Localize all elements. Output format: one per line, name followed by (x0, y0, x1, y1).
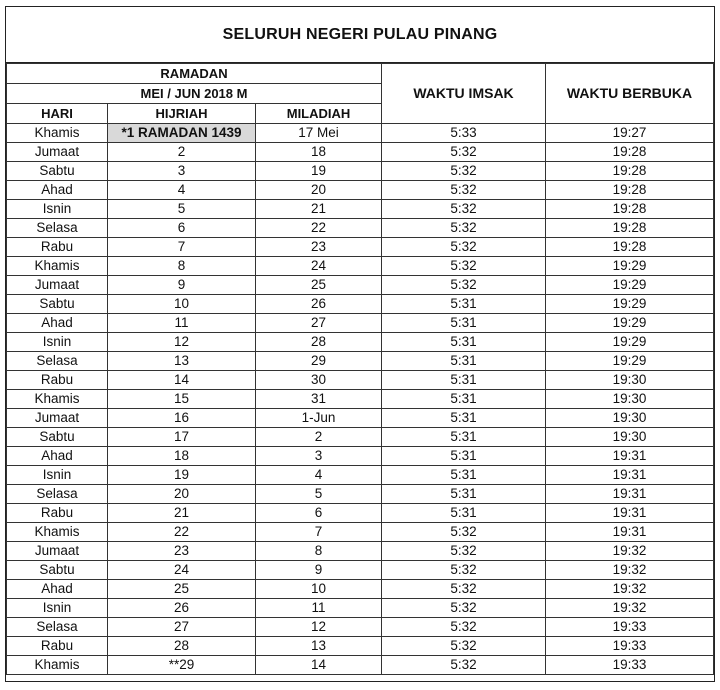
cell-miladiah: 24 (256, 257, 382, 276)
cell-miladiah: 5 (256, 485, 382, 504)
cell-berbuka: 19:33 (546, 618, 714, 637)
cell-imsak: 5:32 (382, 238, 546, 257)
table-row (7, 371, 714, 390)
header-waktu-berbuka: WAKTU BERBUKA (546, 64, 714, 124)
cell-hari: Khamis (7, 390, 108, 409)
table-row (7, 656, 714, 675)
cell-berbuka: 19:28 (546, 219, 714, 238)
cell-hari: Isnin (7, 200, 108, 219)
cell-imsak: 5:31 (382, 447, 546, 466)
cell-berbuka: 19:28 (546, 143, 714, 162)
cell-hari: Khamis (7, 257, 108, 276)
table-row (7, 219, 714, 238)
cell-hijriah: 27 (108, 618, 256, 637)
cell-hari: Sabtu (7, 162, 108, 181)
cell-berbuka: 19:28 (546, 181, 714, 200)
cell-berbuka: 19:29 (546, 257, 714, 276)
cell-imsak: 5:32 (382, 219, 546, 238)
table-row (7, 428, 714, 447)
cell-miladiah: 23 (256, 238, 382, 257)
cell-berbuka: 19:31 (546, 523, 714, 542)
table-row (7, 523, 714, 542)
cell-berbuka: 19:33 (546, 637, 714, 656)
cell-berbuka: 19:30 (546, 409, 714, 428)
cell-miladiah: 11 (256, 599, 382, 618)
cell-hari: Rabu (7, 371, 108, 390)
cell-miladiah: 1-Jun (256, 409, 382, 428)
cell-imsak: 5:32 (382, 561, 546, 580)
table-row (7, 200, 714, 219)
table-row (7, 124, 714, 143)
cell-berbuka: 19:32 (546, 542, 714, 561)
cell-hari: Ahad (7, 314, 108, 333)
cell-hijriah: 16 (108, 409, 256, 428)
cell-hari: Isnin (7, 466, 108, 485)
cell-hijriah: 8 (108, 257, 256, 276)
cell-berbuka: 19:32 (546, 599, 714, 618)
cell-hijriah: 19 (108, 466, 256, 485)
cell-berbuka: 19:27 (546, 124, 714, 143)
cell-imsak: 5:32 (382, 200, 546, 219)
cell-miladiah: 22 (256, 219, 382, 238)
cell-miladiah: 10 (256, 580, 382, 599)
cell-imsak: 5:32 (382, 618, 546, 637)
header-hijriah: HIJRIAH (108, 104, 256, 124)
cell-miladiah: 21 (256, 200, 382, 219)
cell-hari: Isnin (7, 599, 108, 618)
cell-hari: Sabtu (7, 561, 108, 580)
cell-berbuka: 19:31 (546, 485, 714, 504)
page-title: SELURUH NEGERI PULAU PINANG (6, 7, 714, 63)
cell-hari: Ahad (7, 447, 108, 466)
cell-berbuka: 19:28 (546, 162, 714, 181)
cell-hijriah: 3 (108, 162, 256, 181)
cell-imsak: 5:32 (382, 656, 546, 675)
cell-imsak: 5:32 (382, 523, 546, 542)
cell-miladiah: 2 (256, 428, 382, 447)
cell-miladiah: 27 (256, 314, 382, 333)
table-row (7, 314, 714, 333)
cell-imsak: 5:32 (382, 637, 546, 656)
cell-miladiah: 14 (256, 656, 382, 675)
cell-berbuka: 19:29 (546, 352, 714, 371)
cell-hijriah: 26 (108, 599, 256, 618)
table-row (7, 599, 714, 618)
cell-imsak: 5:32 (382, 162, 546, 181)
cell-berbuka: 19:31 (546, 466, 714, 485)
cell-berbuka: 19:29 (546, 276, 714, 295)
cell-miladiah: 30 (256, 371, 382, 390)
table-row (7, 390, 714, 409)
cell-hijriah: 6 (108, 219, 256, 238)
cell-hijriah: 18 (108, 447, 256, 466)
cell-berbuka: 19:33 (546, 656, 714, 675)
cell-imsak: 5:31 (382, 466, 546, 485)
cell-hari: Sabtu (7, 428, 108, 447)
table-row (7, 447, 714, 466)
cell-hijriah: 13 (108, 352, 256, 371)
cell-imsak: 5:31 (382, 390, 546, 409)
cell-hijriah: 7 (108, 238, 256, 257)
table-row (7, 409, 714, 428)
table-row (7, 143, 714, 162)
cell-berbuka: 19:29 (546, 314, 714, 333)
cell-hijriah: 11 (108, 314, 256, 333)
cell-miladiah: 17 Mei (256, 124, 382, 143)
prayer-time-table (6, 63, 714, 675)
table-row (7, 618, 714, 637)
cell-miladiah: 3 (256, 447, 382, 466)
table-body (7, 124, 714, 675)
table-row (7, 504, 714, 523)
cell-miladiah: 20 (256, 181, 382, 200)
cell-hari: Jumaat (7, 276, 108, 295)
cell-imsak: 5:31 (382, 485, 546, 504)
cell-imsak: 5:32 (382, 580, 546, 599)
table-row (7, 580, 714, 599)
cell-miladiah: 19 (256, 162, 382, 181)
cell-miladiah: 28 (256, 333, 382, 352)
cell-berbuka: 19:31 (546, 447, 714, 466)
timetable-frame (5, 6, 715, 682)
cell-imsak: 5:33 (382, 124, 546, 143)
cell-berbuka: 19:30 (546, 428, 714, 447)
cell-hijriah: 22 (108, 523, 256, 542)
cell-hari: Jumaat (7, 542, 108, 561)
table-row (7, 466, 714, 485)
cell-imsak: 5:31 (382, 352, 546, 371)
table-row (7, 257, 714, 276)
cell-hari: Isnin (7, 333, 108, 352)
cell-imsak: 5:32 (382, 599, 546, 618)
header-miladiah: MILADIAH (256, 104, 382, 124)
cell-berbuka: 19:32 (546, 561, 714, 580)
cell-hari: Khamis (7, 523, 108, 542)
cell-hijriah: *1 RAMADAN 1439 (108, 124, 256, 143)
cell-hari: Khamis (7, 656, 108, 675)
cell-imsak: 5:31 (382, 314, 546, 333)
cell-imsak: 5:32 (382, 542, 546, 561)
table-row (7, 238, 714, 257)
cell-hari: Selasa (7, 618, 108, 637)
cell-berbuka: 19:30 (546, 390, 714, 409)
cell-imsak: 5:32 (382, 181, 546, 200)
cell-hijriah: 28 (108, 637, 256, 656)
cell-miladiah: 31 (256, 390, 382, 409)
cell-berbuka: 19:29 (546, 333, 714, 352)
header-month: MEI / JUN 2018 M (7, 84, 382, 104)
cell-hari: Ahad (7, 181, 108, 200)
cell-miladiah: 18 (256, 143, 382, 162)
cell-miladiah: 8 (256, 542, 382, 561)
cell-hijriah: 4 (108, 181, 256, 200)
cell-hijriah: 15 (108, 390, 256, 409)
cell-hijriah: **29 (108, 656, 256, 675)
cell-imsak: 5:31 (382, 295, 546, 314)
table-row (7, 333, 714, 352)
cell-miladiah: 26 (256, 295, 382, 314)
table-row (7, 485, 714, 504)
cell-hari: Selasa (7, 485, 108, 504)
cell-miladiah: 29 (256, 352, 382, 371)
cell-miladiah: 9 (256, 561, 382, 580)
cell-hijriah: 5 (108, 200, 256, 219)
cell-miladiah: 25 (256, 276, 382, 295)
cell-hijriah: 12 (108, 333, 256, 352)
header-ramadan: RAMADAN (7, 64, 382, 84)
table-row (7, 162, 714, 181)
cell-hari: Ahad (7, 580, 108, 599)
cell-miladiah: 4 (256, 466, 382, 485)
table-row (7, 276, 714, 295)
cell-hari: Selasa (7, 352, 108, 371)
cell-hari: Jumaat (7, 143, 108, 162)
cell-imsak: 5:31 (382, 409, 546, 428)
cell-miladiah: 12 (256, 618, 382, 637)
table-row (7, 295, 714, 314)
table-row (7, 542, 714, 561)
cell-imsak: 5:31 (382, 333, 546, 352)
cell-miladiah: 13 (256, 637, 382, 656)
cell-berbuka: 19:31 (546, 504, 714, 523)
cell-hijriah: 24 (108, 561, 256, 580)
cell-berbuka: 19:28 (546, 200, 714, 219)
table-row (7, 352, 714, 371)
cell-hari: Sabtu (7, 295, 108, 314)
cell-hijriah: 14 (108, 371, 256, 390)
cell-imsak: 5:32 (382, 257, 546, 276)
cell-imsak: 5:31 (382, 428, 546, 447)
cell-hari: Rabu (7, 238, 108, 257)
cell-hari: Rabu (7, 637, 108, 656)
table-row (7, 181, 714, 200)
cell-imsak: 5:32 (382, 276, 546, 295)
cell-hari: Selasa (7, 219, 108, 238)
cell-hijriah: 2 (108, 143, 256, 162)
cell-hijriah: 25 (108, 580, 256, 599)
table-row (7, 637, 714, 656)
header-waktu-imsak: WAKTU IMSAK (382, 64, 546, 124)
cell-hijriah: 23 (108, 542, 256, 561)
cell-hijriah: 10 (108, 295, 256, 314)
cell-hari: Rabu (7, 504, 108, 523)
header-hari: HARI (7, 104, 108, 124)
cell-berbuka: 19:29 (546, 295, 714, 314)
cell-berbuka: 19:30 (546, 371, 714, 390)
cell-hari: Khamis (7, 124, 108, 143)
cell-imsak: 5:31 (382, 371, 546, 390)
cell-imsak: 5:31 (382, 504, 546, 523)
cell-berbuka: 19:32 (546, 580, 714, 599)
cell-hijriah: 9 (108, 276, 256, 295)
cell-hijriah: 21 (108, 504, 256, 523)
cell-miladiah: 7 (256, 523, 382, 542)
cell-imsak: 5:32 (382, 143, 546, 162)
cell-hijriah: 20 (108, 485, 256, 504)
cell-berbuka: 19:28 (546, 238, 714, 257)
cell-hari: Jumaat (7, 409, 108, 428)
table-row (7, 561, 714, 580)
cell-hijriah: 17 (108, 428, 256, 447)
cell-miladiah: 6 (256, 504, 382, 523)
